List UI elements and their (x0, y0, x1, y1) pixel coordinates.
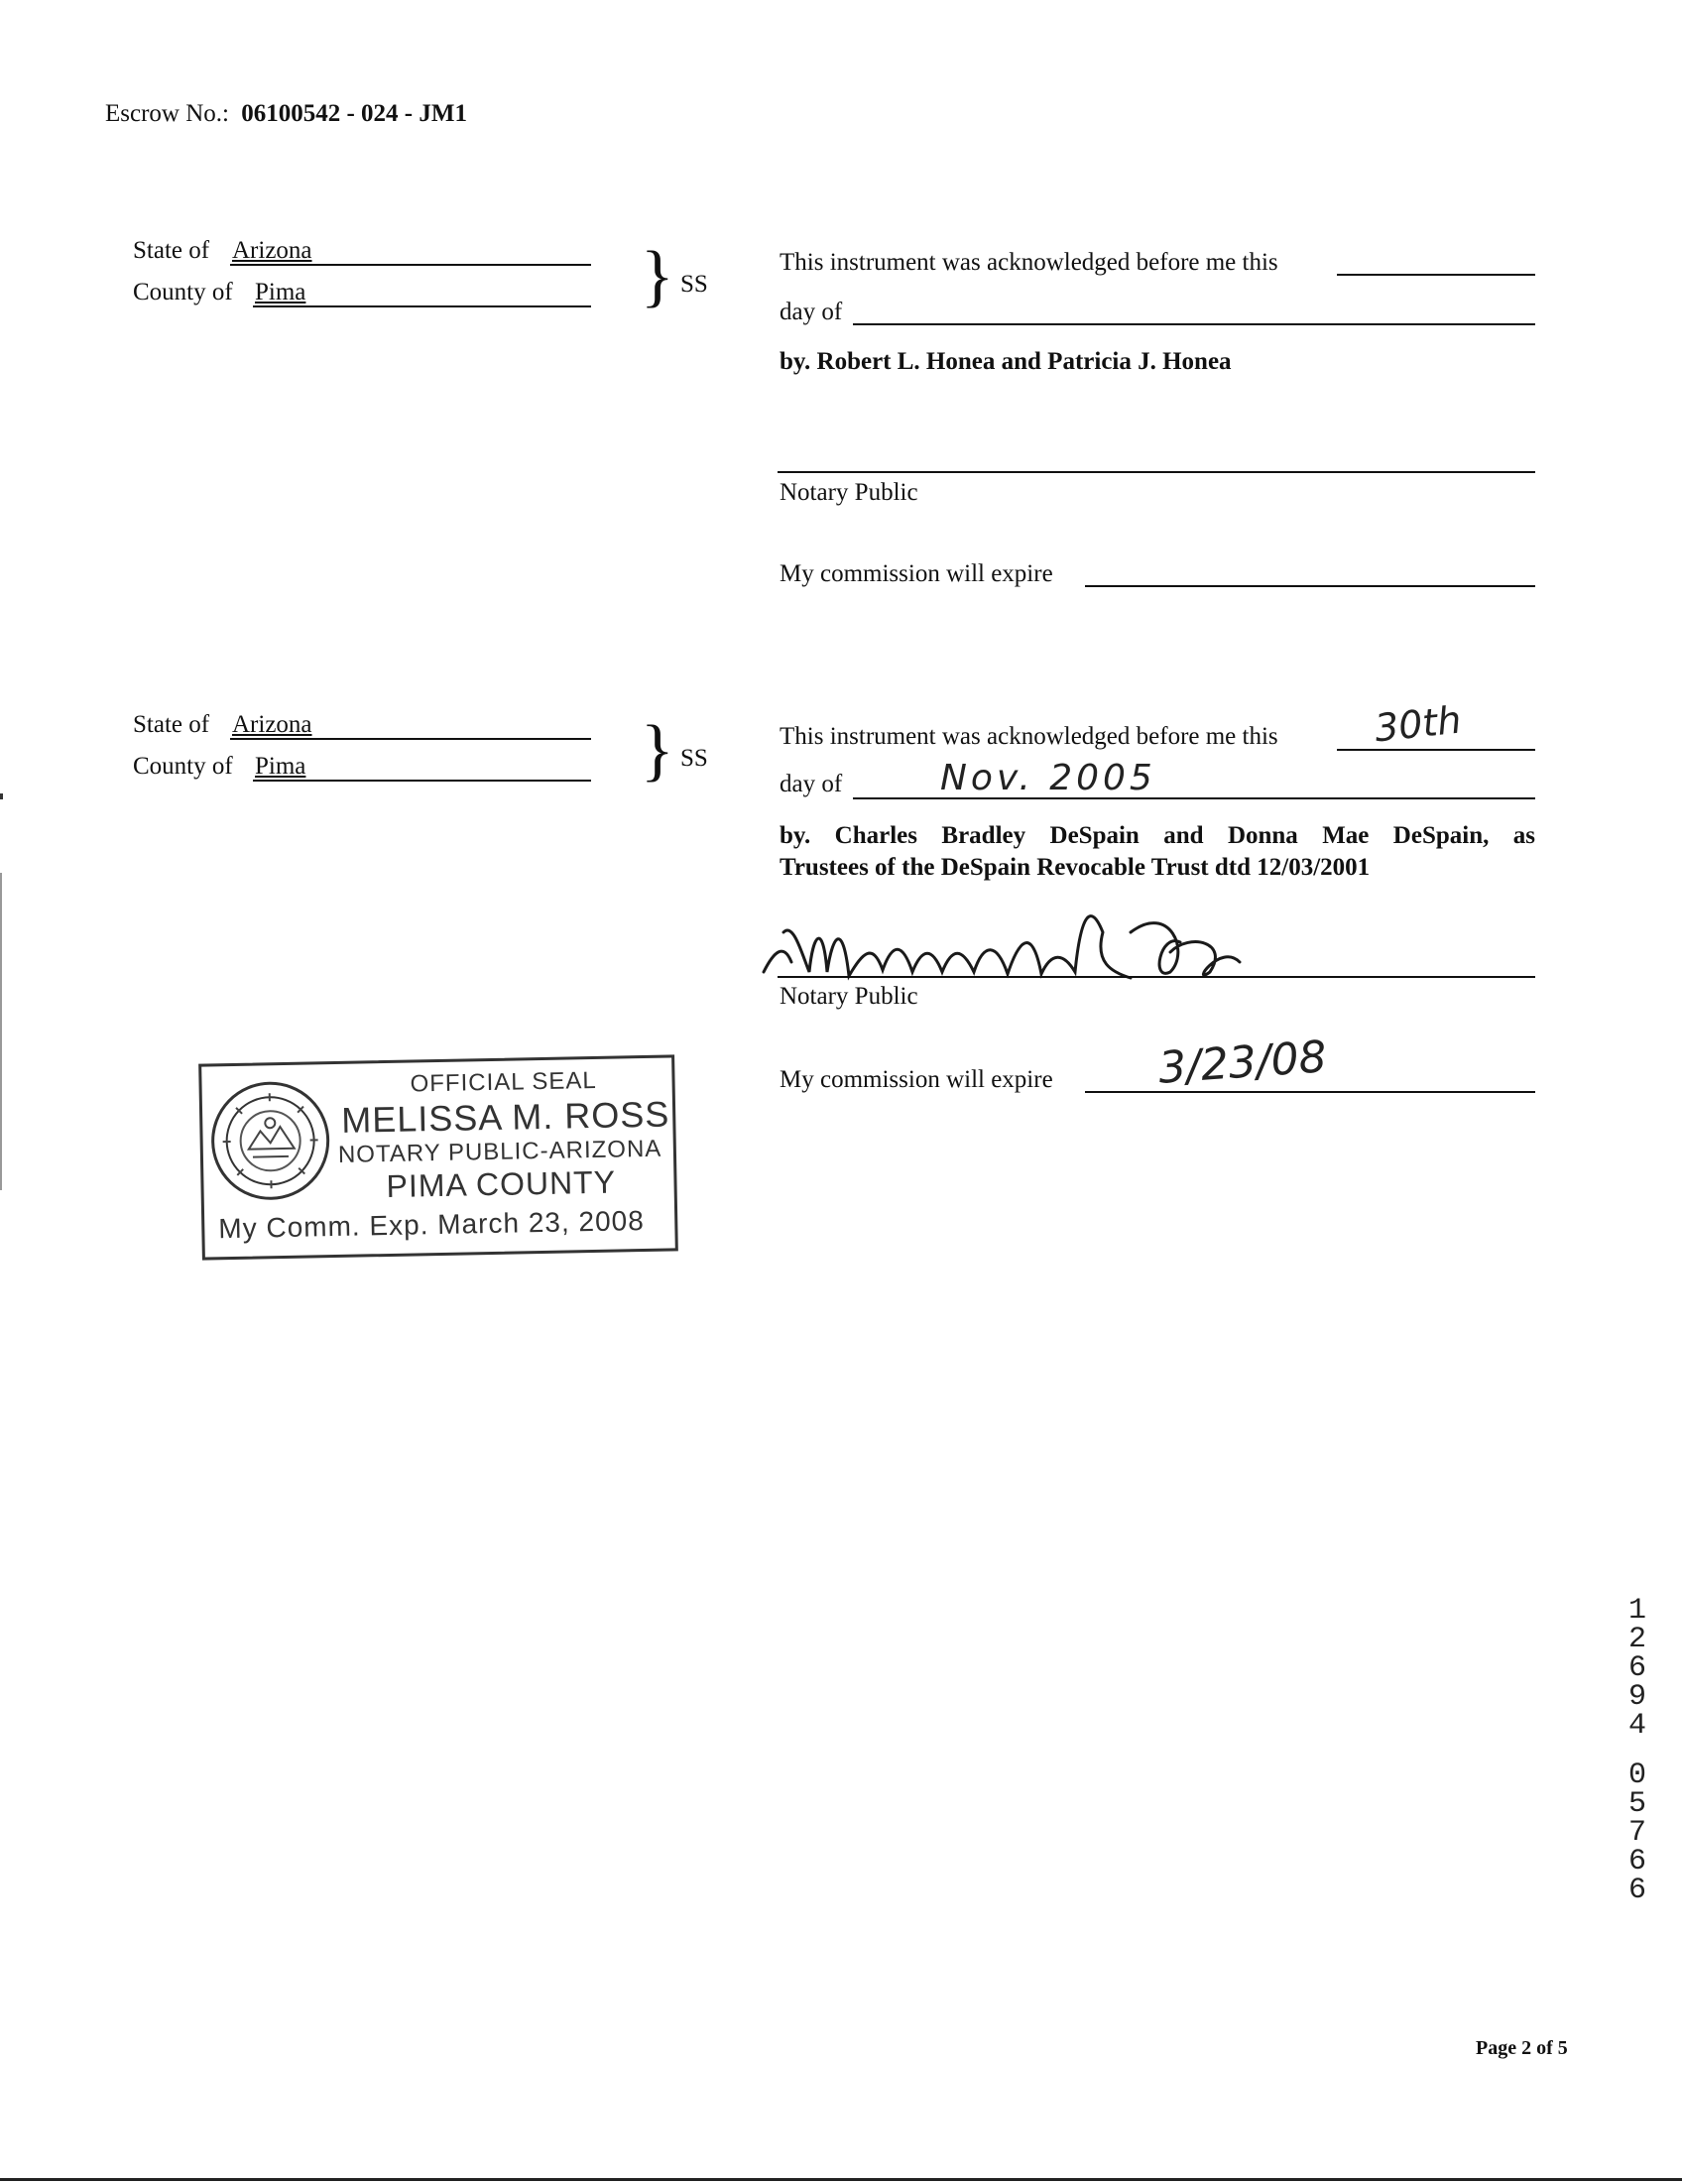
block2-county-label: County of (133, 753, 233, 780)
scan-artifact (0, 873, 2, 1190)
escrow-number: 06100542 - 024 - JM1 (241, 100, 467, 127)
block1-day-rule (1337, 274, 1535, 276)
block2-day-of-label: day of (780, 771, 843, 797)
seal-title: OFFICIAL SEAL (410, 1066, 597, 1098)
block2-county-value: Pima (255, 753, 306, 780)
block2-state-value: Arizona (232, 711, 312, 738)
block1-by-text: by. Robert L. Honea and Patricia J. Honea (780, 348, 1232, 375)
block2-ack-text: This instrument was acknowledged before me this (780, 723, 1278, 750)
block2-month-handwritten: Nov. 2005 (940, 758, 1156, 798)
recording-digit: 1 (1627, 1594, 1646, 1628)
block2-by-line2: Trustees of the DeSpain Revocable Trust dtd 12/03/2001 (780, 854, 1371, 881)
block2-state-rule (230, 738, 591, 740)
block1-commission-rule (1085, 585, 1535, 587)
recording-digit: 7 (1627, 1816, 1646, 1850)
block1-state-rule (230, 264, 591, 266)
block2-by-line1: by. Charles Bradley DeSpain and Donna Mae DeSpain, as (780, 822, 1535, 849)
block2-signature-rule (778, 976, 1535, 978)
block2-brace: } (641, 712, 674, 789)
block2-commission-rule (1085, 1091, 1535, 1093)
block2-county-rule (253, 780, 591, 782)
block1-state-value: Arizona (232, 237, 312, 264)
recording-digit: 6 (1627, 1651, 1646, 1685)
page-number: Page 2 of 5 (1476, 2037, 1568, 2059)
recording-digit: 0 (1627, 1759, 1646, 1792)
block1-ss: SS (680, 271, 708, 298)
block1-county-rule (253, 305, 591, 307)
escrow-line (105, 99, 467, 129)
block1-county-value: Pima (255, 279, 306, 305)
notary-seal-stamp (198, 1054, 678, 1260)
recording-digit: 6 (1627, 1874, 1646, 1907)
seal-expiry: My Comm. Exp. March 23, 2008 (218, 1205, 646, 1245)
block1-notary-label: Notary Public (780, 479, 918, 506)
block2-ss: SS (680, 745, 708, 772)
block1-state-label: State of (133, 237, 210, 264)
seal-county: PIMA COUNTY (386, 1163, 617, 1205)
block2-commission-handwritten: 3/23/08 (1156, 1031, 1329, 1094)
escrow-label: Escrow No.: (105, 100, 229, 127)
scan-artifact (0, 793, 3, 799)
block2-day-rule (1337, 749, 1535, 751)
recording-digit: 4 (1627, 1709, 1646, 1743)
seal-office: NOTARY PUBLIC-ARIZONA (337, 1135, 662, 1168)
recording-digit: 2 (1627, 1623, 1646, 1656)
recording-digit: 6 (1627, 1845, 1646, 1879)
block1-county-label: County of (133, 279, 233, 305)
block1-day-of-label: day of (780, 299, 843, 325)
arizona-seal-emblem-icon (207, 1078, 332, 1203)
recording-digit: 9 (1627, 1680, 1646, 1714)
scan-bottom-edge (0, 2178, 1682, 2181)
block2-state-label: State of (133, 711, 210, 738)
block2-notary-label: Notary Public (780, 983, 918, 1010)
block1-signature-rule (778, 471, 1535, 473)
block1-brace: } (641, 238, 674, 314)
block2-day-handwritten: 30th (1372, 697, 1464, 751)
seal-name: MELISSA M. ROSS (340, 1093, 670, 1141)
block1-ack-text: This instrument was acknowledged before me this (780, 249, 1278, 276)
block2-commission-label: My commission will expire (780, 1066, 1053, 1093)
block1-commission-label: My commission will expire (780, 560, 1053, 587)
recording-digit: 5 (1627, 1787, 1646, 1821)
block1-month-rule (853, 323, 1535, 325)
